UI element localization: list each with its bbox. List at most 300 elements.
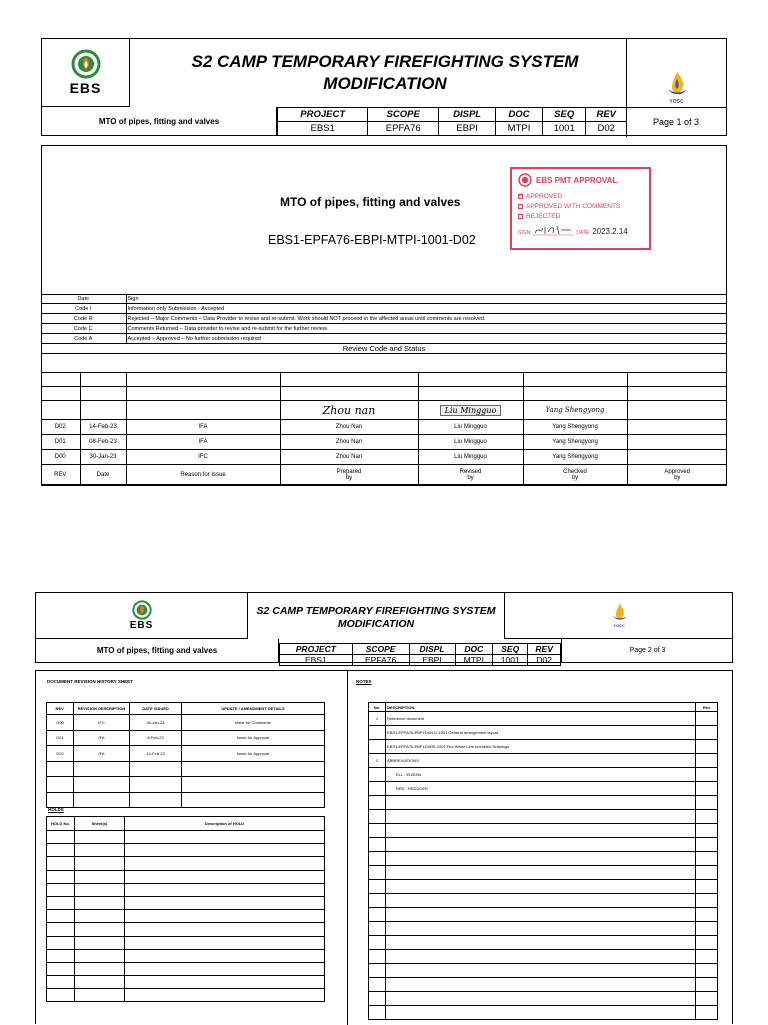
notes-row bbox=[369, 824, 718, 838]
code-value-5: D02 bbox=[586, 122, 627, 136]
history-cell: Issue for Comments bbox=[182, 715, 325, 731]
holds-row bbox=[47, 883, 325, 896]
revision-approved bbox=[627, 435, 727, 450]
notes-cell bbox=[369, 880, 386, 894]
notes-row bbox=[369, 922, 718, 936]
doc-title: MTO of pipes, fitting and valves bbox=[280, 195, 461, 209]
notes-row bbox=[369, 908, 718, 922]
rev-header-revised: Revised by bbox=[418, 465, 523, 486]
page-title-2 bbox=[248, 605, 504, 631]
notes-cell bbox=[369, 894, 386, 908]
notes-title: NOTES bbox=[356, 679, 372, 684]
notes-cell: 2 bbox=[369, 754, 386, 768]
code-value-1: EPFA76 bbox=[368, 122, 439, 136]
signature-checked: Yang Shengyong bbox=[523, 401, 627, 420]
holds-cell bbox=[125, 923, 325, 936]
notes-cell bbox=[369, 726, 386, 740]
history-cell bbox=[130, 761, 182, 777]
title-line-2: MODIFICATION bbox=[323, 74, 447, 93]
notes-cell bbox=[386, 796, 696, 810]
codes-sign-header: Sign bbox=[126, 295, 727, 304]
notes-cell bbox=[369, 740, 386, 754]
holds-cell bbox=[125, 949, 325, 962]
history-cell: D01 bbox=[47, 730, 74, 746]
history-cell: D02 bbox=[47, 746, 74, 762]
stamp-title: EBS PMT APPROVAL bbox=[536, 175, 618, 185]
code-header-4: SEQ bbox=[542, 108, 586, 122]
history-header: DATE ISSUED bbox=[130, 703, 182, 715]
doc-code-table bbox=[277, 107, 627, 136]
title-2-line-2: MODIFICATION bbox=[337, 618, 415, 630]
revision-date: 14-Feb-23 bbox=[80, 420, 126, 435]
holds-cell bbox=[47, 910, 75, 923]
history-cell: 8-Feb-23 bbox=[130, 730, 182, 746]
history-cell bbox=[74, 792, 130, 808]
holds-cell bbox=[47, 962, 75, 975]
holds-cell bbox=[125, 844, 325, 857]
history-cell: IFC bbox=[74, 715, 130, 731]
notes-cell bbox=[386, 894, 696, 908]
page-number-2: Page 2 of 3 bbox=[561, 639, 733, 663]
holds-cell bbox=[47, 936, 75, 949]
holds-cell bbox=[75, 831, 125, 844]
history-cell: Issue for Approval bbox=[182, 746, 325, 762]
history-header: UPDATE / AMENDMENT DETAILS bbox=[182, 703, 325, 715]
holds-cell bbox=[47, 857, 75, 870]
notes-cell bbox=[369, 978, 386, 992]
holds-cell bbox=[47, 976, 75, 989]
ebs-logo-icon bbox=[71, 49, 101, 79]
holds-row bbox=[47, 870, 325, 883]
revision-revised: Liu Mingguo bbox=[418, 420, 523, 435]
code-description: Rejected – Major Comments – Data Provider to revise and re-submit. Work should NOT proceed in the affected areas until comments are resolved. bbox=[126, 314, 727, 324]
checkbox-comments-icon bbox=[518, 204, 523, 209]
notes-row bbox=[369, 894, 718, 908]
notes-cell: ABBREVIATIONS bbox=[386, 754, 696, 768]
code-value-0: EBS1 bbox=[280, 655, 353, 666]
holds-row bbox=[47, 857, 325, 870]
revision-table bbox=[41, 372, 727, 486]
holds-cell bbox=[75, 844, 125, 857]
notes-cell bbox=[696, 810, 718, 824]
holds-cell bbox=[125, 870, 325, 883]
revision-approved bbox=[627, 450, 727, 465]
code-row bbox=[41, 324, 727, 334]
holds-cell bbox=[47, 923, 75, 936]
history-cell bbox=[47, 792, 74, 808]
holds-cell bbox=[47, 831, 75, 844]
holds-cell bbox=[125, 936, 325, 949]
code-value-5: D02 bbox=[528, 655, 561, 666]
code-description: Information only Submission - Accepted bbox=[126, 304, 727, 314]
rev-header-rev: REV bbox=[41, 465, 80, 486]
rev-header-approved: Approved by bbox=[627, 465, 727, 486]
code-description: Accepted – Approved – No further submission required bbox=[126, 334, 727, 344]
notes-cell bbox=[369, 824, 386, 838]
notes-cell bbox=[386, 992, 696, 1006]
history-row bbox=[47, 777, 325, 793]
revision-checked: Yang Shengyong bbox=[523, 420, 627, 435]
notes-cell bbox=[696, 740, 718, 754]
code-header-0: PROJECT bbox=[278, 108, 368, 122]
notes-cell bbox=[696, 922, 718, 936]
stamp-signature bbox=[533, 224, 573, 236]
holds-cell bbox=[125, 989, 325, 1002]
code-row bbox=[41, 334, 727, 344]
notes-cell bbox=[369, 964, 386, 978]
stamp-sign-label: SIGN bbox=[518, 230, 531, 236]
holds-cell bbox=[47, 870, 75, 883]
notes-cell: 1 bbox=[369, 712, 386, 726]
revision-checked: Yang Shengyong bbox=[523, 450, 627, 465]
notes-cell bbox=[369, 782, 386, 796]
review-codes-table bbox=[41, 294, 727, 354]
subtitle-cell: MTO of pipes, fitting and valves bbox=[42, 107, 277, 136]
notes-cell bbox=[386, 922, 696, 936]
history-cell: IFA bbox=[74, 730, 130, 746]
code-header-0: PROJECT bbox=[280, 644, 353, 655]
doc-code-table-2 bbox=[279, 643, 561, 666]
holds-cell bbox=[125, 883, 325, 896]
stamp-date-label: DATE bbox=[576, 230, 590, 236]
notes-cell bbox=[369, 950, 386, 964]
code-label: Code A bbox=[41, 334, 126, 344]
notes-cell bbox=[369, 768, 386, 782]
notes-cell bbox=[696, 838, 718, 852]
notes-header: Rev bbox=[696, 703, 718, 712]
code-header-2: DISPL bbox=[439, 108, 496, 122]
notes-row bbox=[369, 1006, 718, 1020]
history-cell bbox=[182, 777, 325, 793]
holds-cell bbox=[125, 831, 325, 844]
holds-cell bbox=[47, 989, 75, 1002]
code-header-5: REV bbox=[586, 108, 627, 122]
stamp-logo-icon bbox=[518, 173, 532, 187]
ebs-logo-text: EBS bbox=[69, 80, 102, 96]
page-2 bbox=[0, 590, 768, 1024]
holds-row bbox=[47, 910, 325, 923]
code-value-4: 1001 bbox=[542, 122, 586, 136]
notes-cell bbox=[696, 936, 718, 950]
notes-cell bbox=[369, 908, 386, 922]
holds-cell bbox=[75, 910, 125, 923]
holds-table bbox=[46, 816, 325, 1002]
yosc-logo-text-2: YOSC bbox=[613, 623, 625, 628]
notes-cell bbox=[386, 880, 696, 894]
signature-prepared: Zhou nan bbox=[280, 401, 418, 420]
notes-cell: EBS1-EPFA76-EBPI-DWIS-1001 Fire Water Line Isometric Drawings bbox=[386, 740, 696, 754]
notes-cell bbox=[369, 1006, 386, 1020]
holds-row bbox=[47, 989, 325, 1002]
notes-header: DESCRIPTION bbox=[386, 703, 696, 712]
revision-row bbox=[41, 450, 727, 465]
holds-header: Description of HOLD bbox=[125, 817, 325, 831]
notes-row bbox=[369, 768, 718, 782]
holds-cell bbox=[47, 844, 75, 857]
left-panel bbox=[36, 671, 348, 1025]
history-row bbox=[47, 715, 325, 731]
revision-rev: D01 bbox=[41, 435, 80, 450]
notes-cell bbox=[696, 894, 718, 908]
history-cell bbox=[47, 761, 74, 777]
notes-cell bbox=[696, 880, 718, 894]
notes-cell: ELL - ELBOW bbox=[386, 768, 696, 782]
notes-cell bbox=[696, 726, 718, 740]
holds-cell bbox=[75, 949, 125, 962]
rev-header-date: Date bbox=[80, 465, 126, 486]
notes-row bbox=[369, 866, 718, 880]
code-row bbox=[41, 314, 727, 324]
history-row bbox=[47, 792, 325, 808]
revision-date: 30-Jan-23 bbox=[80, 450, 126, 465]
title-2-line-1: S2 CAMP TEMPORARY FIREFIGHTING SYSTEM bbox=[256, 605, 496, 617]
notes-row bbox=[369, 838, 718, 852]
doc-number: EBS1-EPFA76-EBPI-MTPI-1001-D02 bbox=[268, 233, 476, 247]
code-value-2: EBPI bbox=[439, 122, 496, 136]
stamp-approved: APPROVED bbox=[526, 193, 563, 200]
holds-cell bbox=[125, 896, 325, 909]
notes-cell bbox=[696, 908, 718, 922]
revision-revised: Liu Mingguo bbox=[418, 435, 523, 450]
holds-cell bbox=[75, 883, 125, 896]
holds-cell bbox=[75, 923, 125, 936]
page-2-body bbox=[35, 670, 733, 1024]
notes-row bbox=[369, 950, 718, 964]
code-row bbox=[41, 304, 727, 314]
history-cell bbox=[74, 761, 130, 777]
code-description: Comments Returned – Data provider to revise and re-submit for the further review. bbox=[126, 324, 727, 334]
rev-header-reason: Reason for Issue bbox=[126, 465, 280, 486]
notes-header: No. bbox=[369, 703, 386, 712]
notes-row bbox=[369, 978, 718, 992]
rev-header-prepared: Prepared by bbox=[280, 465, 418, 486]
holds-cell bbox=[47, 883, 75, 896]
notes-cell bbox=[696, 950, 718, 964]
holds-cell bbox=[47, 896, 75, 909]
revision-revised: Liu Mingguo bbox=[418, 450, 523, 465]
yosc-logo-text: YOSC bbox=[669, 99, 684, 105]
yosc-flame-icon-2 bbox=[611, 603, 628, 623]
code-header-1: SCOPE bbox=[368, 108, 439, 122]
history-row bbox=[47, 746, 325, 762]
code-label: Code I bbox=[41, 304, 126, 314]
holds-row bbox=[47, 844, 325, 857]
holds-cell bbox=[75, 976, 125, 989]
history-header: REV. bbox=[47, 703, 74, 715]
code-header-2: DISPL bbox=[409, 644, 455, 655]
holds-cell bbox=[125, 962, 325, 975]
rev-header-checked: Checked by bbox=[523, 465, 627, 486]
code-header-5: REV bbox=[528, 644, 561, 655]
notes-cell bbox=[369, 922, 386, 936]
page-number: Page 1 of 3 bbox=[626, 107, 726, 136]
holds-cell bbox=[75, 857, 125, 870]
code-label: Code C bbox=[41, 324, 126, 334]
history-cell: IFA bbox=[74, 746, 130, 762]
notes-cell bbox=[386, 908, 696, 922]
notes-row bbox=[369, 852, 718, 866]
notes-cell bbox=[386, 1006, 696, 1020]
notes-cell bbox=[696, 754, 718, 768]
stamp-approved-comments: APPROVED WITH COMMENTS bbox=[526, 203, 621, 210]
notes-cell bbox=[369, 852, 386, 866]
revision-reason: IFC bbox=[126, 450, 280, 465]
notes-cell bbox=[386, 950, 696, 964]
notes-cell: RED - REDUCER bbox=[386, 782, 696, 796]
revision-rev: D00 bbox=[41, 450, 80, 465]
holds-row bbox=[47, 923, 325, 936]
revision-prepared: Zhou Nan bbox=[280, 450, 418, 465]
notes-cell bbox=[386, 978, 696, 992]
notes-cell bbox=[369, 810, 386, 824]
revision-rev: D02 bbox=[41, 420, 80, 435]
holds-cell bbox=[75, 989, 125, 1002]
revision-checked: Yang Shengyong bbox=[523, 435, 627, 450]
history-table bbox=[46, 702, 325, 808]
history-cell: 14-Feb-23 bbox=[130, 746, 182, 762]
holds-row bbox=[47, 896, 325, 909]
notes-cell bbox=[369, 838, 386, 852]
notes-cell bbox=[696, 796, 718, 810]
notes-cell bbox=[369, 936, 386, 950]
holds-row bbox=[47, 831, 325, 844]
revision-row bbox=[41, 420, 727, 435]
review-code-title: Review Code and Status bbox=[41, 344, 727, 354]
holds-title: HOLDS bbox=[48, 807, 64, 812]
holds-cell bbox=[125, 857, 325, 870]
notes-cell bbox=[696, 852, 718, 866]
title-line-1: S2 CAMP TEMPORARY FIREFIGHTING SYSTEM bbox=[191, 52, 579, 71]
code-value-0: EBS1 bbox=[278, 122, 368, 136]
holds-header: HOLD No. bbox=[47, 817, 75, 831]
notes-cell bbox=[386, 866, 696, 880]
yosc-logo-2 bbox=[504, 593, 733, 639]
ebs-logo-2 bbox=[36, 593, 248, 639]
notes-row bbox=[369, 992, 718, 1006]
notes-row bbox=[369, 740, 718, 754]
stamp-date-value: 2023.2.14 bbox=[592, 227, 628, 236]
holds-cell bbox=[75, 962, 125, 975]
revision-prepared: Zhou Nan bbox=[280, 435, 418, 450]
holds-header: Sheet(s) bbox=[75, 817, 125, 831]
holds-row bbox=[47, 976, 325, 989]
holds-cell bbox=[125, 976, 325, 989]
notes-cell: EBS1-EPFA76-EBPI-DWLO-1001 General arrangement layout bbox=[386, 726, 696, 740]
revision-reason: IFA bbox=[126, 435, 280, 450]
notes-cell bbox=[386, 810, 696, 824]
history-cell: D00 bbox=[47, 715, 74, 731]
header-block-2 bbox=[35, 592, 733, 663]
checkbox-rejected-icon bbox=[518, 214, 523, 219]
history-cell: 30-Jan-23 bbox=[130, 715, 182, 731]
stamp-rejected: REJECTED bbox=[526, 213, 561, 220]
notes-cell bbox=[696, 992, 718, 1006]
history-cell bbox=[130, 792, 182, 808]
checkbox-approved-icon: ✓ bbox=[518, 192, 524, 199]
ebs-logo-text-2: EBS bbox=[129, 620, 154, 631]
notes-row bbox=[369, 964, 718, 978]
notes-cell bbox=[386, 964, 696, 978]
notes-cell bbox=[696, 866, 718, 880]
notes-cell bbox=[696, 782, 718, 796]
notes-row bbox=[369, 810, 718, 824]
notes-cell bbox=[386, 824, 696, 838]
history-title: DOCUMENT REVISION HISTORY SHEET bbox=[47, 679, 133, 684]
code-label: Code R bbox=[41, 314, 126, 324]
holds-row bbox=[47, 936, 325, 949]
notes-cell bbox=[696, 978, 718, 992]
code-value-2: EBPI bbox=[409, 655, 455, 666]
revision-approved bbox=[627, 420, 727, 435]
code-value-1: EPFA76 bbox=[352, 655, 409, 666]
yosc-flame-icon bbox=[665, 71, 689, 99]
notes-row bbox=[369, 796, 718, 810]
notes-cell bbox=[369, 866, 386, 880]
revision-row bbox=[41, 435, 727, 450]
history-row bbox=[47, 761, 325, 777]
history-cell bbox=[130, 777, 182, 793]
holds-row bbox=[47, 949, 325, 962]
notes-row bbox=[369, 936, 718, 950]
notes-cell bbox=[386, 838, 696, 852]
notes-cell bbox=[369, 796, 386, 810]
codes-date-header: Date bbox=[41, 295, 126, 304]
notes-row bbox=[369, 754, 718, 768]
ebs-logo-icon-2 bbox=[132, 600, 152, 620]
notes-row bbox=[369, 712, 718, 726]
notes-cell bbox=[696, 712, 718, 726]
code-header-3: DOC bbox=[455, 644, 493, 655]
code-value-3: MTPI bbox=[496, 122, 543, 136]
revision-reason: IFA bbox=[126, 420, 280, 435]
history-cell bbox=[182, 761, 325, 777]
revision-date: 08-Feb-23 bbox=[80, 435, 126, 450]
approval-stamp bbox=[510, 167, 651, 250]
notes-row bbox=[369, 880, 718, 894]
notes-cell bbox=[369, 992, 386, 1006]
history-cell bbox=[47, 777, 74, 793]
ebs-logo bbox=[42, 39, 130, 107]
main-block bbox=[41, 145, 727, 485]
history-row bbox=[47, 730, 325, 746]
holds-row bbox=[47, 962, 325, 975]
revision-prepared: Zhou Nan bbox=[280, 420, 418, 435]
notes-cell bbox=[386, 852, 696, 866]
subtitle-cell-2: MTO of pipes, fitting and valves bbox=[36, 639, 279, 663]
history-header: REVISION DESCRIPTION bbox=[74, 703, 130, 715]
notes-cell bbox=[696, 964, 718, 978]
right-panel bbox=[348, 671, 733, 1025]
holds-cell bbox=[75, 870, 125, 883]
notes-cell bbox=[696, 768, 718, 782]
code-value-4: 1001 bbox=[493, 655, 528, 666]
holds-cell bbox=[125, 910, 325, 923]
notes-cell bbox=[386, 936, 696, 950]
code-header-3: DOC bbox=[496, 108, 543, 122]
header-block bbox=[41, 38, 727, 136]
notes-cell: Reference document bbox=[386, 712, 696, 726]
holds-cell bbox=[75, 936, 125, 949]
holds-cell bbox=[75, 896, 125, 909]
code-header-1: SCOPE bbox=[352, 644, 409, 655]
notes-table bbox=[368, 702, 718, 1020]
page-title bbox=[130, 51, 640, 95]
code-header-4: SEQ bbox=[493, 644, 528, 655]
notes-cell bbox=[696, 824, 718, 838]
signature-revised: Liu Mingguo bbox=[418, 401, 523, 420]
history-cell bbox=[182, 792, 325, 808]
notes-row bbox=[369, 782, 718, 796]
